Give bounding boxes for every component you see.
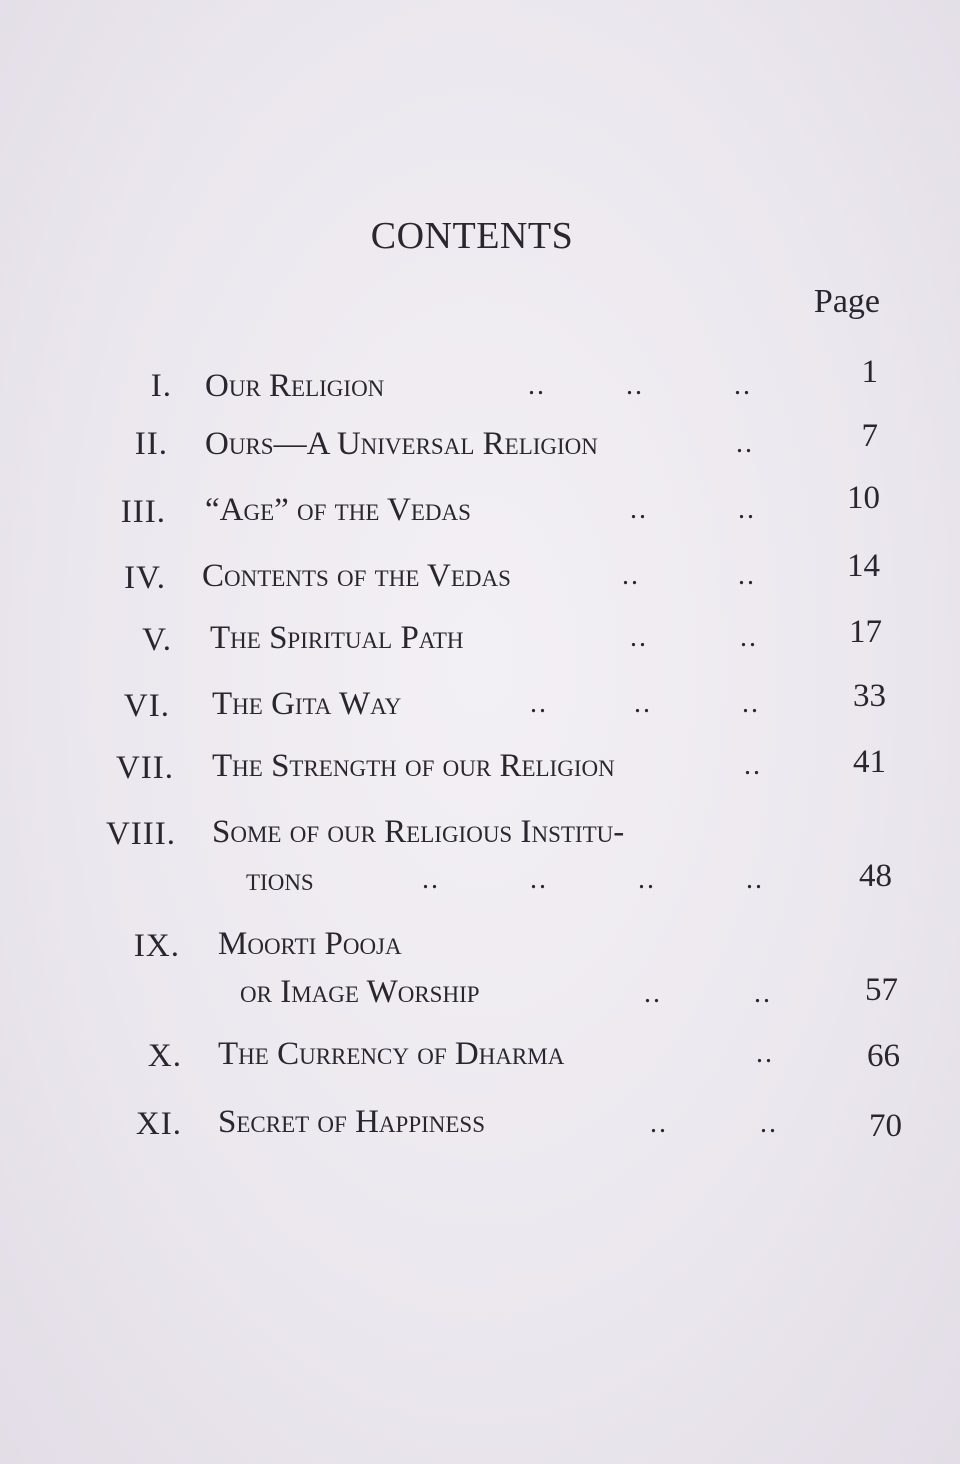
toc-entry xyxy=(0,548,960,602)
leader-dots: .. xyxy=(754,978,772,1009)
leader-dots: .. xyxy=(630,494,648,525)
chapter-number: XI. xyxy=(135,1106,182,1142)
leader-dots: .. xyxy=(738,560,756,591)
page-number: 1 xyxy=(861,354,878,390)
chapter-title: Secret of Happiness xyxy=(218,1104,486,1140)
leader-dots: .. xyxy=(530,864,548,895)
toc-entry xyxy=(0,418,960,470)
toc-entry xyxy=(0,1104,960,1148)
chapter-number: I. xyxy=(150,368,172,404)
leader-dots: .. xyxy=(746,864,764,895)
page-number: 17 xyxy=(849,614,882,650)
leader-dots: .. xyxy=(738,494,756,525)
chapter-title: Our Religion xyxy=(205,368,385,404)
leader-dots: .. xyxy=(756,1038,774,1069)
toc-entry xyxy=(0,614,960,664)
chapter-number: X. xyxy=(147,1038,182,1074)
chapter-number: III. xyxy=(120,494,166,530)
leader-dots: .. xyxy=(744,750,762,781)
toc-entry xyxy=(0,744,960,792)
page-number: 41 xyxy=(853,744,886,780)
leader-dots: .. xyxy=(734,370,752,401)
leader-dots: .. xyxy=(626,370,644,401)
contents-heading: CONTENTS xyxy=(370,215,574,257)
page-number: 33 xyxy=(853,678,886,714)
chapter-number: VIII. xyxy=(105,816,176,852)
leader-dots: .. xyxy=(736,428,754,459)
leader-dots: .. xyxy=(742,688,760,719)
chapter-number: II. xyxy=(134,426,168,462)
toc-entry xyxy=(0,354,960,412)
page-number: 10 xyxy=(847,480,880,516)
leader-dots: .. xyxy=(630,622,648,653)
toc-entry xyxy=(0,480,960,536)
leader-dots: .. xyxy=(650,1108,668,1139)
chapter-title: The Currency of Dharma xyxy=(218,1036,565,1072)
leader-dots: .. xyxy=(634,688,652,719)
chapter-title: The Strength of our Religion xyxy=(212,748,615,784)
chapter-number: IV. xyxy=(124,560,166,596)
chapter-title: “Age” of the Vedas xyxy=(205,492,471,528)
toc-entry xyxy=(0,814,960,904)
leader-dots: .. xyxy=(740,622,758,653)
chapter-title: Some of our Religious Institu- xyxy=(212,814,625,850)
toc-entry xyxy=(0,678,960,730)
page-column-label: Page xyxy=(813,283,880,320)
chapter-title-continuation: or Image Worship xyxy=(240,974,480,1010)
leader-dots: .. xyxy=(622,560,640,591)
page-number: 48 xyxy=(859,858,892,894)
chapter-title: Ours—A Universal Religion xyxy=(205,426,598,462)
page-number: 57 xyxy=(865,972,898,1008)
chapter-title: The Gita Way xyxy=(212,686,402,722)
page-number: 7 xyxy=(861,418,878,454)
leader-dots: .. xyxy=(422,864,440,895)
leader-dots: .. xyxy=(530,688,548,719)
chapter-title: The Spiritual Path xyxy=(210,620,464,656)
chapter-title-continuation: tions xyxy=(246,862,314,898)
toc-entry xyxy=(0,926,960,1016)
leader-dots: .. xyxy=(644,978,662,1009)
chapter-title: Moorti Pooja xyxy=(218,926,402,962)
toc-entry xyxy=(0,1036,960,1080)
chapter-number: IX. xyxy=(133,928,180,964)
chapter-title: Contents of the Vedas xyxy=(202,558,511,594)
chapter-number: VI. xyxy=(123,688,170,724)
page-number: 14 xyxy=(847,548,880,584)
leader-dots: .. xyxy=(760,1108,778,1139)
leader-dots: .. xyxy=(638,864,656,895)
chapter-number: V. xyxy=(142,622,172,658)
leader-dots: .. xyxy=(528,370,546,401)
page-number: 70 xyxy=(869,1108,902,1144)
chapter-number: VII. xyxy=(115,750,174,786)
page-number: 66 xyxy=(867,1038,900,1074)
